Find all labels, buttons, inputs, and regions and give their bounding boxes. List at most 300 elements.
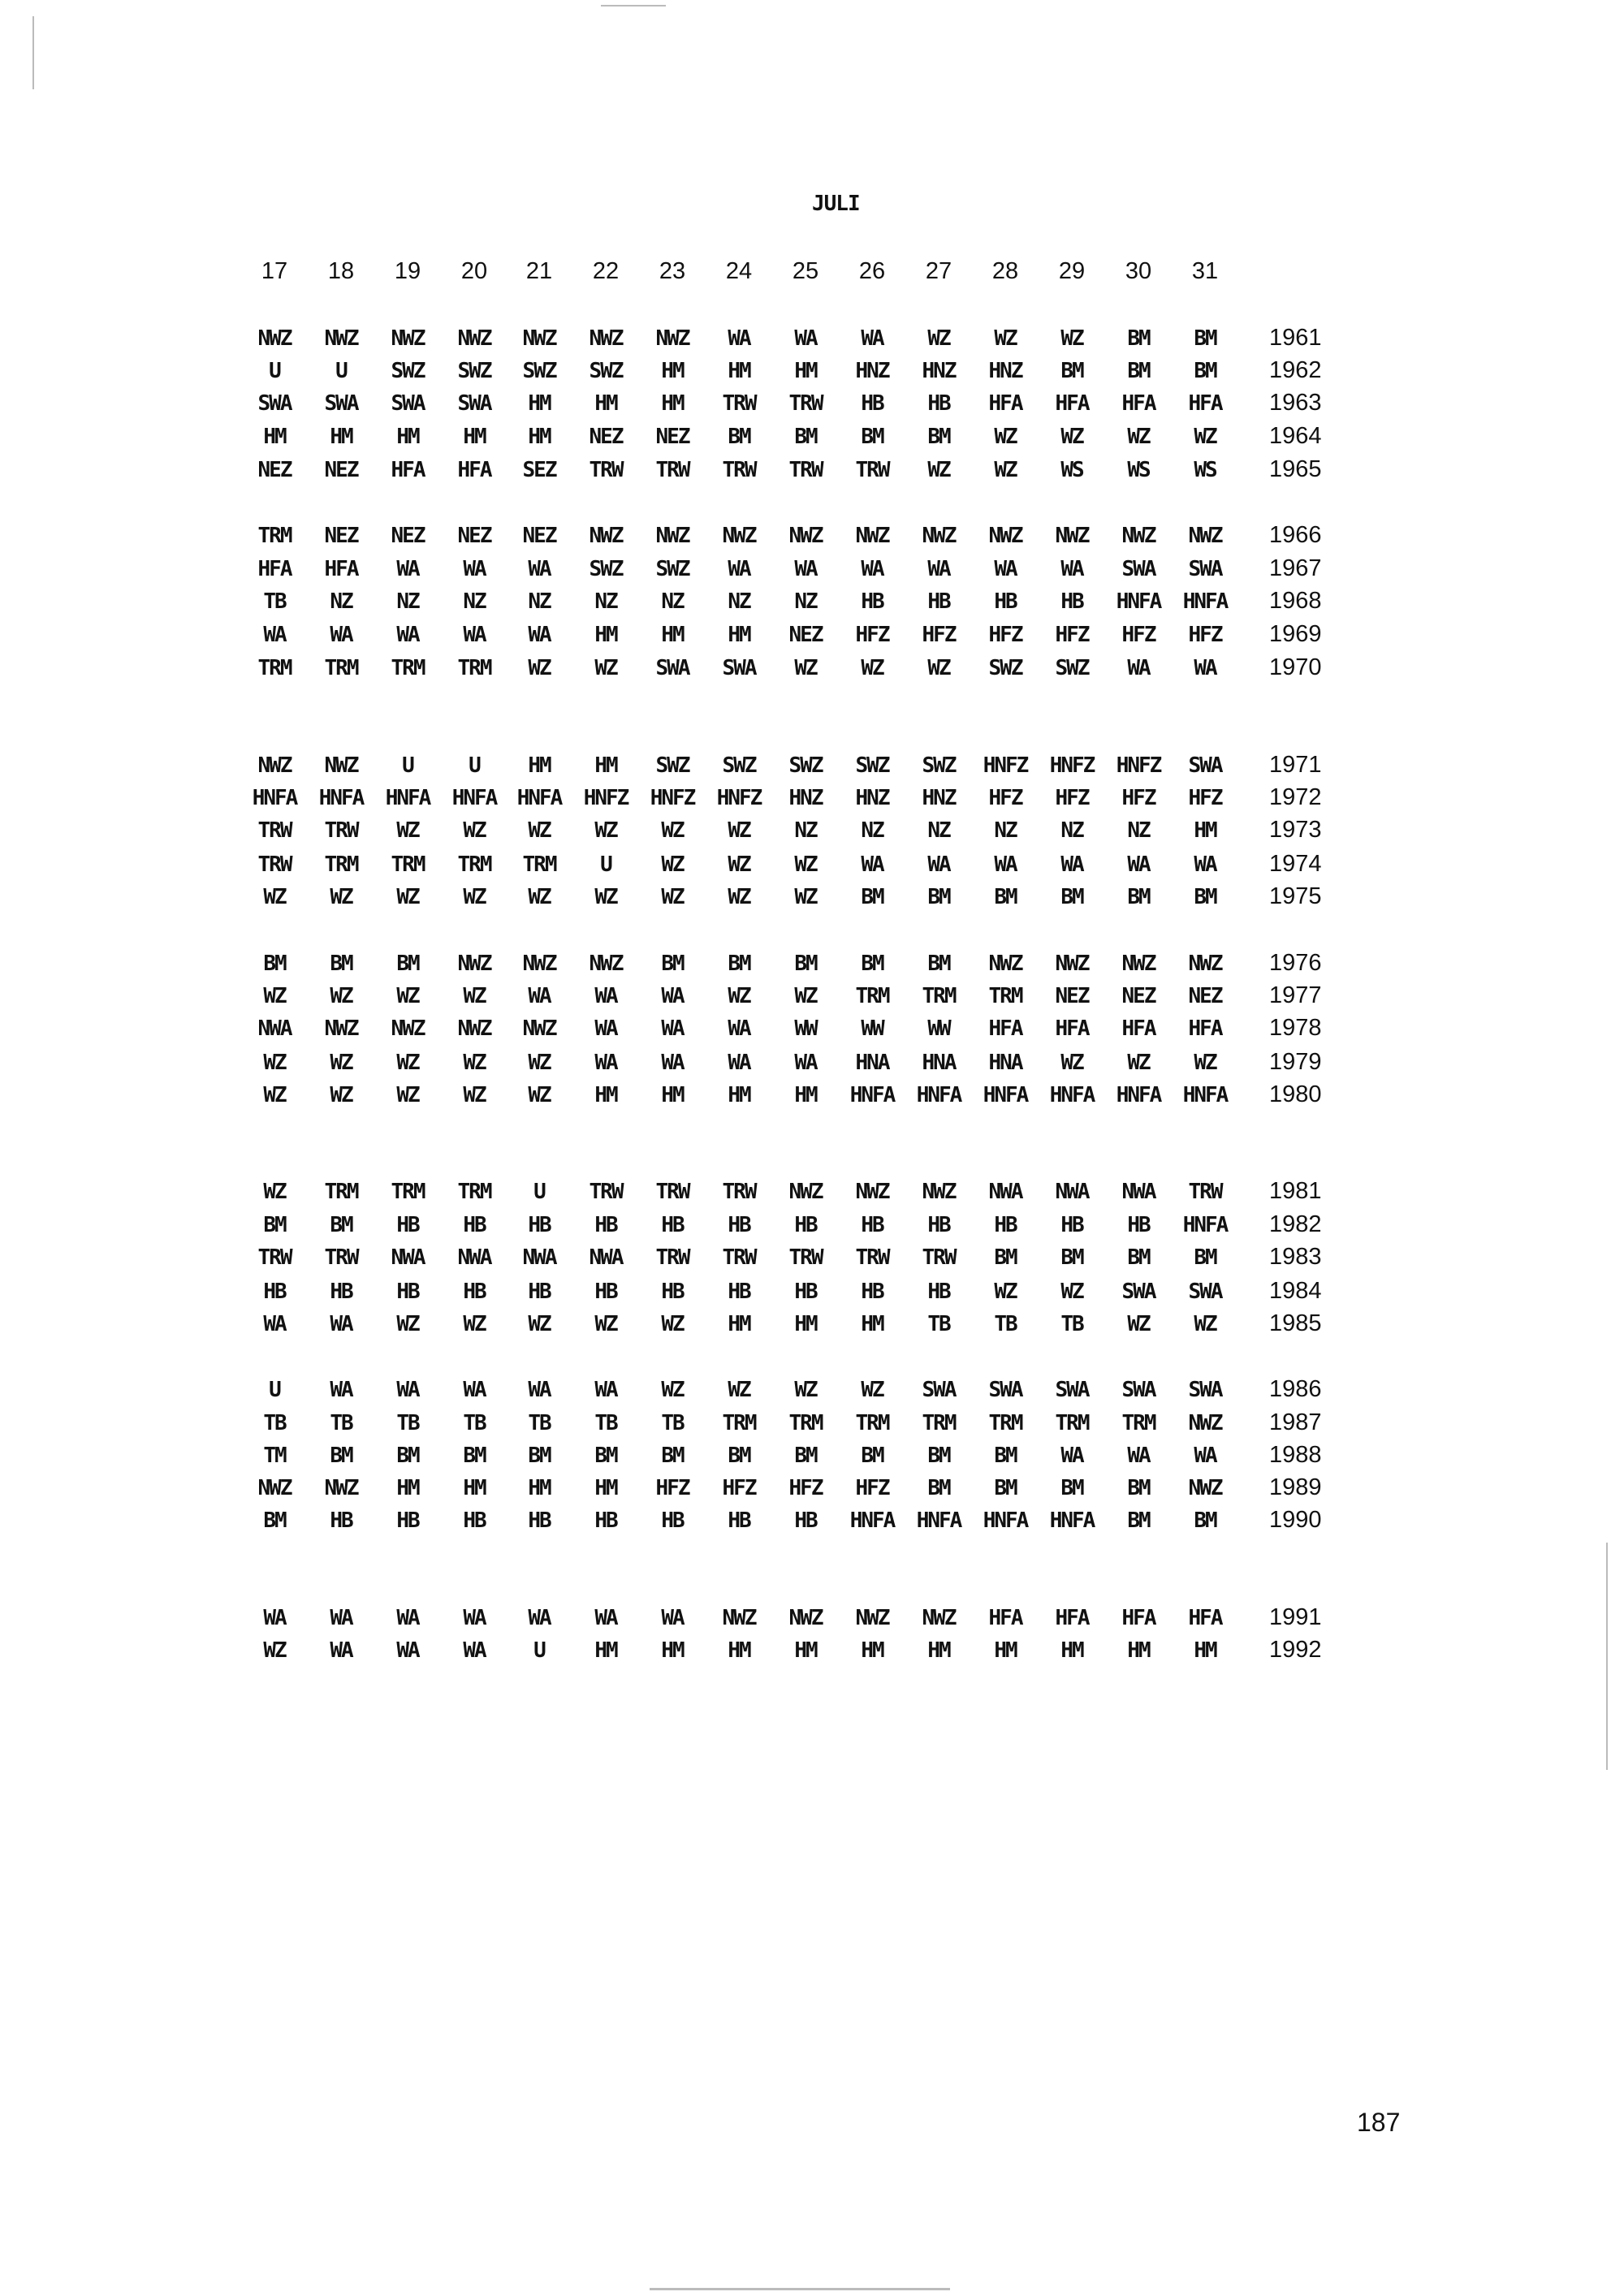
weather-code-cell: TRW xyxy=(655,1245,689,1270)
year-label: 1975 xyxy=(1269,883,1322,909)
weather-code-cell: HM xyxy=(661,1083,684,1107)
weather-code-cell: TRM xyxy=(1121,1411,1155,1435)
weather-code-cell: BM xyxy=(594,1444,617,1468)
weather-code-cell: HNFA xyxy=(916,1083,961,1107)
day-header: 31 xyxy=(1191,258,1219,284)
weather-code-cell: HM xyxy=(1060,1638,1083,1663)
weather-code-cell: NWZ xyxy=(722,524,756,548)
weather-code-cell: HB xyxy=(1127,1213,1150,1237)
weather-code-cell: WA xyxy=(463,557,486,581)
weather-code-cell: WZ xyxy=(728,818,750,843)
weather-code-cell: BM xyxy=(1127,885,1150,909)
day-header: 28 xyxy=(991,258,1019,284)
weather-code-cell: NZ xyxy=(1127,818,1150,843)
weather-code-cell: SWZ xyxy=(391,359,425,383)
weather-code-cell: HM xyxy=(794,1312,817,1336)
weather-code-cell: BM xyxy=(396,1444,419,1468)
weather-code-cell: HNA xyxy=(855,1051,889,1075)
weather-code-cell: WA xyxy=(263,623,286,647)
weather-code-cell: WZ xyxy=(994,458,1017,482)
weather-code-cell: HB xyxy=(528,1508,551,1533)
weather-code-cell: WA xyxy=(927,557,950,581)
weather-code-cell: HB xyxy=(330,1280,352,1304)
weather-code-cell: HM xyxy=(528,753,551,778)
weather-code-cell: TB xyxy=(396,1411,419,1435)
weather-code-cell: TB xyxy=(1060,1312,1083,1336)
day-header: 29 xyxy=(1058,258,1086,284)
weather-code-cell: TRM xyxy=(257,524,292,548)
weather-code-cell: U xyxy=(600,852,611,877)
weather-code-cell: BM xyxy=(1127,1476,1150,1500)
day-header: 18 xyxy=(327,258,355,284)
weather-code-cell: HM xyxy=(594,623,617,647)
weather-code-cell: NWZ xyxy=(922,1606,956,1630)
year-label: 1984 xyxy=(1269,1278,1322,1304)
year-label: 1964 xyxy=(1269,423,1322,449)
weather-code-cell: WZ xyxy=(794,852,817,877)
weather-code-cell: HFA xyxy=(257,557,292,581)
weather-code-cell: HM xyxy=(594,1476,617,1500)
weather-code-cell: BM xyxy=(1194,885,1216,909)
weather-code-cell: NWZ xyxy=(922,524,956,548)
weather-code-cell: BM xyxy=(1127,1245,1150,1270)
weather-code-cell: SWA xyxy=(1188,753,1222,778)
weather-code-cell: NWZ xyxy=(1188,1411,1222,1435)
weather-code-cell: TB xyxy=(263,1411,286,1435)
weather-code-cell: TRW xyxy=(257,1245,292,1270)
weather-code-cell: HB xyxy=(463,1508,486,1533)
weather-code-cell: WZ xyxy=(728,1378,750,1402)
weather-code-cell: HFA xyxy=(1188,1016,1222,1041)
weather-code-cell: NWZ xyxy=(1188,1476,1222,1500)
weather-code-cell: TRM xyxy=(391,852,425,877)
weather-code-cell: WA xyxy=(263,1606,286,1630)
year-label: 1985 xyxy=(1269,1310,1322,1336)
weather-code-cell: HFZ xyxy=(1055,623,1089,647)
weather-code-cell: HFZ xyxy=(855,1476,889,1500)
weather-code-cell: TRW xyxy=(655,458,689,482)
weather-code-cell: WA xyxy=(1194,1444,1216,1468)
weather-code-cell: SWZ xyxy=(589,557,623,581)
weather-code-cell: HFA xyxy=(1055,1606,1089,1630)
weather-code-cell: HFZ xyxy=(722,1476,756,1500)
weather-code-cell: WS xyxy=(1127,458,1150,482)
weather-code-cell: BM xyxy=(927,1476,950,1500)
weather-code-cell: HFA xyxy=(324,557,358,581)
weather-code-cell: WZ xyxy=(463,818,486,843)
weather-code-cell: WZ xyxy=(396,1083,419,1107)
weather-code-cell: WA xyxy=(1060,1444,1083,1468)
weather-code-cell: SWZ xyxy=(988,656,1022,680)
weather-code-cell: TRM xyxy=(257,656,292,680)
weather-code-cell: WA xyxy=(528,1606,551,1630)
weather-code-cell: WZ xyxy=(463,984,486,1008)
weather-code-cell: WZ xyxy=(1060,1280,1083,1304)
weather-code-cell: WZ xyxy=(528,885,551,909)
weather-code-cell: HB xyxy=(927,1213,950,1237)
weather-code-cell: WZ xyxy=(728,984,750,1008)
weather-code-cell: HFZ xyxy=(922,623,956,647)
weather-code-cell: WZ xyxy=(594,656,617,680)
weather-code-cell: WZ xyxy=(1194,1312,1216,1336)
weather-code-cell: BM xyxy=(330,1213,352,1237)
weather-code-cell: TRW xyxy=(1188,1180,1222,1204)
weather-code-cell: HM xyxy=(661,391,684,416)
weather-code-cell: WA xyxy=(528,623,551,647)
weather-code-cell: HFZ xyxy=(855,623,889,647)
weather-code-cell: WA xyxy=(594,1606,617,1630)
weather-code-cell: TB xyxy=(927,1312,950,1336)
weather-code-cell: NWZ xyxy=(1121,952,1155,976)
weather-code-cell: TRM xyxy=(324,852,358,877)
weather-code-cell: WZ xyxy=(661,852,684,877)
weather-code-cell: WZ xyxy=(1127,1051,1150,1075)
year-label: 1974 xyxy=(1269,851,1322,877)
weather-code-cell: WA xyxy=(463,1606,486,1630)
weather-code-cell: WA xyxy=(1060,557,1083,581)
page-title: JULI xyxy=(812,192,860,216)
weather-code-cell: SWA xyxy=(457,391,491,416)
weather-code-cell: WA xyxy=(330,1638,352,1663)
weather-code-cell: BM xyxy=(861,425,883,449)
weather-code-cell: WZ xyxy=(330,885,352,909)
weather-code-cell: NWZ xyxy=(457,1016,491,1041)
weather-code-cell: NWZ xyxy=(1188,952,1222,976)
weather-code-cell: NWZ xyxy=(855,524,889,548)
weather-code-cell: TB xyxy=(661,1411,684,1435)
weather-code-cell: SWA xyxy=(1121,1280,1155,1304)
weather-code-cell: HB xyxy=(861,589,883,614)
weather-code-cell: TRM xyxy=(922,984,956,1008)
weather-code-cell: HB xyxy=(927,391,950,416)
day-header: 23 xyxy=(659,258,686,284)
weather-code-cell: NWZ xyxy=(391,326,425,351)
year-label: 1987 xyxy=(1269,1409,1322,1435)
weather-code-cell: WZ xyxy=(927,458,950,482)
scan-mark-left xyxy=(32,16,34,89)
weather-code-cell: NEZ xyxy=(1055,984,1089,1008)
weather-code-cell: HB xyxy=(594,1213,617,1237)
weather-code-cell: BM xyxy=(330,1444,352,1468)
weather-code-cell: TB xyxy=(263,589,286,614)
weather-code-cell: NEZ xyxy=(788,623,823,647)
weather-code-cell: SWZ xyxy=(722,753,756,778)
weather-code-cell: WA xyxy=(861,557,883,581)
weather-code-cell: HM xyxy=(463,425,486,449)
weather-code-cell: HB xyxy=(1060,589,1083,614)
weather-code-cell: WA xyxy=(728,326,750,351)
weather-code-cell: TRW xyxy=(257,818,292,843)
weather-code-cell: TB xyxy=(463,1411,486,1435)
weather-code-cell: NWA xyxy=(522,1245,556,1270)
year-label: 1977 xyxy=(1269,982,1322,1008)
weather-code-cell: HB xyxy=(396,1280,419,1304)
weather-code-cell: NWZ xyxy=(324,326,358,351)
weather-code-cell: WA xyxy=(396,1638,419,1663)
weather-code-cell: HM xyxy=(794,359,817,383)
year-label: 1961 xyxy=(1269,325,1322,351)
weather-code-cell: HFA xyxy=(1055,1016,1089,1041)
weather-code-cell: WA xyxy=(794,326,817,351)
weather-code-cell: HNFA xyxy=(849,1083,895,1107)
weather-code-cell: HFA xyxy=(1121,1016,1155,1041)
weather-code-cell: WZ xyxy=(396,885,419,909)
weather-code-cell: TRM xyxy=(855,984,889,1008)
weather-code-cell: U xyxy=(533,1180,545,1204)
weather-code-cell: HB xyxy=(861,391,883,416)
weather-code-cell: HM xyxy=(728,623,750,647)
weather-code-cell: TRW xyxy=(324,1245,358,1270)
weather-code-cell: HM xyxy=(661,359,684,383)
weather-code-cell: TB xyxy=(330,1411,352,1435)
weather-code-cell: HNZ xyxy=(988,359,1022,383)
weather-code-cell: TRM xyxy=(722,1411,756,1435)
weather-code-cell: WA xyxy=(528,557,551,581)
weather-code-cell: WZ xyxy=(528,818,551,843)
weather-code-cell: TM xyxy=(263,1444,286,1468)
weather-code-cell: NZ xyxy=(794,589,817,614)
weather-code-cell: HB xyxy=(994,1213,1017,1237)
weather-code-cell: HNFA xyxy=(1182,1083,1228,1107)
weather-code-cell: HNFA xyxy=(252,786,297,810)
weather-code-cell: WZ xyxy=(1060,1051,1083,1075)
weather-code-cell: HFA xyxy=(988,1606,1022,1630)
weather-code-cell: WA xyxy=(1127,852,1150,877)
weather-code-cell: HM xyxy=(594,1638,617,1663)
weather-code-cell: NEZ xyxy=(457,524,491,548)
weather-code-cell: HB xyxy=(594,1508,617,1533)
weather-code-cell: NZ xyxy=(396,589,419,614)
weather-code-cell: WZ xyxy=(1060,326,1083,351)
weather-code-cell: NWZ xyxy=(324,1016,358,1041)
weather-code-cell: HB xyxy=(661,1280,684,1304)
weather-code-cell: SWA xyxy=(324,391,358,416)
weather-code-cell: NZ xyxy=(463,589,486,614)
weather-code-cell: TRM xyxy=(391,656,425,680)
weather-code-cell: WA xyxy=(594,1051,617,1075)
weather-code-cell: HB xyxy=(861,1213,883,1237)
weather-code-cell: WZ xyxy=(528,1051,551,1075)
weather-code-cell: TRM xyxy=(391,1180,425,1204)
weather-code-cell: SWA xyxy=(391,391,425,416)
weather-code-cell: NWZ xyxy=(522,952,556,976)
weather-code-cell: HNFA xyxy=(451,786,497,810)
year-label: 1991 xyxy=(1269,1604,1322,1630)
weather-code-cell: WA xyxy=(263,1312,286,1336)
weather-code-cell: NZ xyxy=(1060,818,1083,843)
weather-code-cell: U xyxy=(335,359,347,383)
weather-code-cell: BM xyxy=(927,885,950,909)
year-label: 1965 xyxy=(1269,456,1322,482)
weather-code-cell: SWZ xyxy=(655,557,689,581)
year-label: 1971 xyxy=(1269,752,1322,778)
weather-code-cell: BM xyxy=(728,425,750,449)
weather-code-cell: WA xyxy=(661,984,684,1008)
year-label: 1989 xyxy=(1269,1474,1322,1500)
weather-code-cell: NWZ xyxy=(855,1606,889,1630)
weather-code-cell: WZ xyxy=(794,656,817,680)
weather-code-cell: BM xyxy=(661,952,684,976)
weather-code-cell: WZ xyxy=(396,1312,419,1336)
weather-code-cell: HNZ xyxy=(855,359,889,383)
weather-code-cell: BM xyxy=(861,885,883,909)
weather-code-cell: HM xyxy=(1127,1638,1150,1663)
weather-code-cell: HM xyxy=(794,1083,817,1107)
weather-code-cell: SWZ xyxy=(457,359,491,383)
weather-code-cell: TRM xyxy=(522,852,556,877)
year-label: 1978 xyxy=(1269,1015,1322,1041)
weather-code-cell: BM xyxy=(330,952,352,976)
weather-code-cell: HM xyxy=(861,1638,883,1663)
weather-code-cell: WZ xyxy=(528,1083,551,1107)
weather-code-cell: WS xyxy=(1060,458,1083,482)
weather-code-cell: WA xyxy=(661,1606,684,1630)
weather-code-cell: NWZ xyxy=(257,1476,292,1500)
weather-code-cell: SWA xyxy=(655,656,689,680)
weather-code-cell: HNZ xyxy=(855,786,889,810)
weather-code-cell: HFZ xyxy=(1121,623,1155,647)
weather-code-cell: HFA xyxy=(1188,391,1222,416)
weather-code-cell: NZ xyxy=(594,589,617,614)
weather-code-cell: WA xyxy=(728,1051,750,1075)
weather-code-cell: BM xyxy=(528,1444,551,1468)
weather-code-cell: WA xyxy=(528,984,551,1008)
weather-code-cell: NWZ xyxy=(988,524,1022,548)
weather-code-cell: WZ xyxy=(994,425,1017,449)
weather-code-cell: HFZ xyxy=(988,623,1022,647)
weather-code-cell: TRW xyxy=(257,852,292,877)
weather-code-cell: SWZ xyxy=(589,359,623,383)
weather-code-cell: NWZ xyxy=(257,326,292,351)
weather-code-cell: WA xyxy=(396,1378,419,1402)
weather-code-cell: HFA xyxy=(391,458,425,482)
weather-code-cell: TB xyxy=(594,1411,617,1435)
weather-code-cell: WZ xyxy=(263,1638,286,1663)
weather-code-cell: HM xyxy=(861,1312,883,1336)
weather-code-cell: HM xyxy=(1194,1638,1216,1663)
year-label: 1970 xyxy=(1269,654,1322,680)
weather-code-cell: WA xyxy=(1127,1444,1150,1468)
weather-code-cell: TRW xyxy=(722,1180,756,1204)
weather-code-cell: HNFA xyxy=(1049,1508,1095,1533)
weather-code-cell: WZ xyxy=(861,1378,883,1402)
weather-code-cell: HFA xyxy=(1055,391,1089,416)
weather-code-cell: WZ xyxy=(528,656,551,680)
weather-code-cell: WA xyxy=(463,623,486,647)
weather-code-cell: WA xyxy=(330,623,352,647)
weather-code-cell: HB xyxy=(861,1280,883,1304)
weather-code-cell: BM xyxy=(1194,359,1216,383)
weather-code-cell: HB xyxy=(528,1213,551,1237)
weather-code-cell: BM xyxy=(1127,1508,1150,1533)
weather-code-cell: WZ xyxy=(661,1378,684,1402)
weather-code-cell: NWA xyxy=(257,1016,292,1041)
weather-code-cell: WA xyxy=(396,623,419,647)
weather-code-cell: NWZ xyxy=(457,952,491,976)
weather-code-cell: HB xyxy=(263,1280,286,1304)
weather-code-cell: WA xyxy=(661,1051,684,1075)
weather-code-cell: NWZ xyxy=(589,524,623,548)
scan-mark-top xyxy=(601,5,666,6)
weather-code-cell: WA xyxy=(1194,852,1216,877)
weather-code-cell: NWZ xyxy=(655,524,689,548)
weather-code-cell: HNFZ xyxy=(650,786,695,810)
weather-code-cell: SWA xyxy=(988,1378,1022,1402)
scan-mark-right xyxy=(1606,1543,1608,1770)
weather-code-cell: U xyxy=(269,1378,280,1402)
weather-code-cell: HM xyxy=(463,1476,486,1500)
weather-code-cell: HB xyxy=(528,1280,551,1304)
year-label: 1981 xyxy=(1269,1178,1322,1204)
weather-code-cell: HM xyxy=(594,391,617,416)
year-label: 1968 xyxy=(1269,588,1322,614)
weather-code-cell: HB xyxy=(927,1280,950,1304)
year-label: 1972 xyxy=(1269,784,1322,810)
weather-code-cell: HM xyxy=(528,391,551,416)
weather-code-cell: HB xyxy=(463,1280,486,1304)
day-header: 19 xyxy=(394,258,421,284)
weather-code-cell: HB xyxy=(794,1508,817,1533)
weather-code-cell: WZ xyxy=(994,326,1017,351)
weather-code-cell: WA xyxy=(463,1378,486,1402)
weather-code-cell: HM xyxy=(528,425,551,449)
weather-code-cell: SWZ xyxy=(922,753,956,778)
weather-code-cell: WZ xyxy=(794,1378,817,1402)
weather-code-cell: NWA xyxy=(1055,1180,1089,1204)
weather-code-cell: HNA xyxy=(988,1051,1022,1075)
weather-code-cell: TRW xyxy=(922,1245,956,1270)
weather-code-cell: NWZ xyxy=(257,753,292,778)
year-label: 1982 xyxy=(1269,1211,1322,1237)
weather-code-cell: TRM xyxy=(788,1411,823,1435)
weather-code-cell: BM xyxy=(263,1213,286,1237)
weather-code-cell: WZ xyxy=(661,885,684,909)
weather-code-cell: TRW xyxy=(722,458,756,482)
weather-code-cell: BM xyxy=(728,1444,750,1468)
weather-code-cell: BM xyxy=(794,425,817,449)
weather-code-cell: WZ xyxy=(263,1083,286,1107)
weather-code-cell: NWZ xyxy=(522,326,556,351)
weather-code-cell: HNFZ xyxy=(716,786,762,810)
weather-code-cell: WZ xyxy=(263,1051,286,1075)
weather-code-cell: WZ xyxy=(1060,425,1083,449)
weather-code-cell: HM xyxy=(396,425,419,449)
weather-code-cell: NEZ xyxy=(1188,984,1222,1008)
weather-code-cell: WZ xyxy=(594,1312,617,1336)
weather-code-cell: WA xyxy=(594,984,617,1008)
weather-code-cell: WZ xyxy=(463,885,486,909)
weather-code-cell: WZ xyxy=(661,818,684,843)
weather-code-cell: WW xyxy=(794,1016,817,1041)
weather-code-cell: WA xyxy=(528,1378,551,1402)
weather-code-cell: HFA xyxy=(988,1016,1022,1041)
weather-code-cell: BM xyxy=(1127,326,1150,351)
year-label: 1966 xyxy=(1269,522,1322,548)
weather-code-cell: HM xyxy=(594,753,617,778)
weather-code-cell: WZ xyxy=(728,885,750,909)
weather-code-cell: TRM xyxy=(988,1411,1022,1435)
weather-code-cell: WW xyxy=(927,1016,950,1041)
weather-code-cell: SWZ xyxy=(788,753,823,778)
weather-code-cell: HB xyxy=(728,1280,750,1304)
weather-code-cell: WZ xyxy=(927,326,950,351)
weather-code-cell: WZ xyxy=(263,885,286,909)
weather-code-cell: HB xyxy=(594,1280,617,1304)
year-label: 1986 xyxy=(1269,1376,1322,1402)
weather-code-cell: WA xyxy=(728,557,750,581)
weather-code-cell: HM xyxy=(1194,818,1216,843)
weather-code-cell: NWZ xyxy=(1121,524,1155,548)
